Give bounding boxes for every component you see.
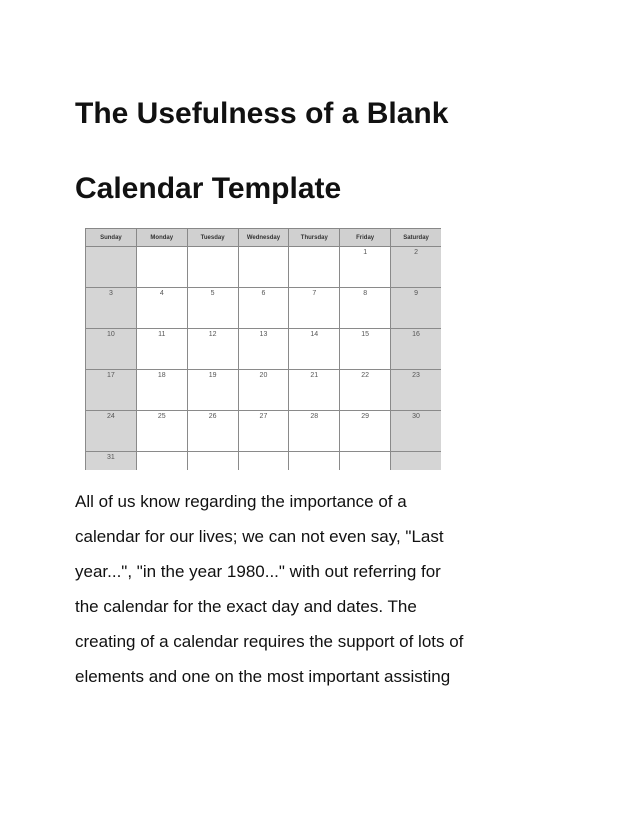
calendar-week-row <box>86 329 442 370</box>
weekday-thursday: Thursday <box>289 229 340 247</box>
body-line: All of us know regarding the importance of a <box>75 492 407 511</box>
weekday-sunday: Sunday <box>86 229 137 247</box>
calendar-week-row <box>86 288 442 329</box>
calendar-weeks <box>86 247 442 471</box>
calendar-day-cell: 31 <box>86 452 137 471</box>
calendar-day-cell: 4 <box>136 288 187 329</box>
weekday-saturday: Saturday <box>391 229 441 247</box>
calendar-week-row <box>86 370 442 411</box>
calendar-day-cell: 25 <box>136 411 187 452</box>
calendar-day-cell: 11 <box>136 329 187 370</box>
calendar-day-cell: 3 <box>86 288 137 329</box>
calendar-day-cell: 28 <box>289 411 340 452</box>
calendar-day-cell <box>187 452 238 471</box>
calendar-day-cell <box>340 452 391 471</box>
weekday-friday: Friday <box>340 229 391 247</box>
calendar-day-cell: 6 <box>238 288 289 329</box>
calendar-day-cell: 8 <box>340 288 391 329</box>
body-line: the calendar for the exact day and dates. The <box>75 597 417 616</box>
calendar-day-cell <box>238 452 289 471</box>
calendar-day-cell <box>289 452 340 471</box>
body-line: calendar for our lives; we can not even say, "Last <box>75 527 444 546</box>
weekday-header-row <box>86 229 442 247</box>
body-paragraph <box>75 484 575 694</box>
calendar-day-cell: 13 <box>238 329 289 370</box>
calendar-day-cell <box>86 247 137 288</box>
calendar-day-cell: 19 <box>187 370 238 411</box>
calendar-week-row <box>86 452 442 471</box>
calendar-day-cell <box>187 247 238 288</box>
calendar-day-cell: 30 <box>391 411 441 452</box>
calendar-day-cell: 15 <box>340 329 391 370</box>
calendar-day-cell: 7 <box>289 288 340 329</box>
calendar-week-row <box>86 411 442 452</box>
calendar-day-cell <box>136 247 187 288</box>
calendar-day-cell: 1 <box>340 247 391 288</box>
calendar-day-cell: 9 <box>391 288 441 329</box>
calendar-day-cell: 16 <box>391 329 441 370</box>
document-title <box>75 76 595 226</box>
body-line: elements and one on the most important assisting <box>75 667 451 686</box>
calendar-day-cell: 20 <box>238 370 289 411</box>
calendar-day-cell: 14 <box>289 329 340 370</box>
calendar-day-cell: 17 <box>86 370 137 411</box>
calendar-day-cell: 27 <box>238 411 289 452</box>
calendar-grid <box>85 228 441 470</box>
calendar-day-cell: 22 <box>340 370 391 411</box>
calendar-week-row <box>86 247 442 288</box>
calendar-day-cell: 12 <box>187 329 238 370</box>
calendar-day-cell: 29 <box>340 411 391 452</box>
calendar-day-cell: 2 <box>391 247 441 288</box>
body-line: year...", "in the year 1980..." with out referring for <box>75 562 441 581</box>
body-line: creating of a calendar requires the support of lots of <box>75 632 464 651</box>
calendar-day-cell: 23 <box>391 370 441 411</box>
title-line-1: The Usefulness of a Blank <box>75 97 449 130</box>
blank-calendar-image <box>85 228 441 470</box>
calendar-day-cell: 24 <box>86 411 137 452</box>
calendar-day-cell: 26 <box>187 411 238 452</box>
calendar-day-cell <box>289 247 340 288</box>
calendar-day-cell <box>391 452 441 471</box>
title-line-2: Calendar Template <box>75 172 342 205</box>
calendar-day-cell <box>136 452 187 471</box>
calendar-day-cell: 21 <box>289 370 340 411</box>
calendar-day-cell <box>238 247 289 288</box>
weekday-tuesday: Tuesday <box>187 229 238 247</box>
calendar-day-cell: 10 <box>86 329 137 370</box>
calendar-day-cell: 18 <box>136 370 187 411</box>
calendar-day-cell: 5 <box>187 288 238 329</box>
weekday-monday: Monday <box>136 229 187 247</box>
weekday-wednesday: Wednesday <box>238 229 289 247</box>
